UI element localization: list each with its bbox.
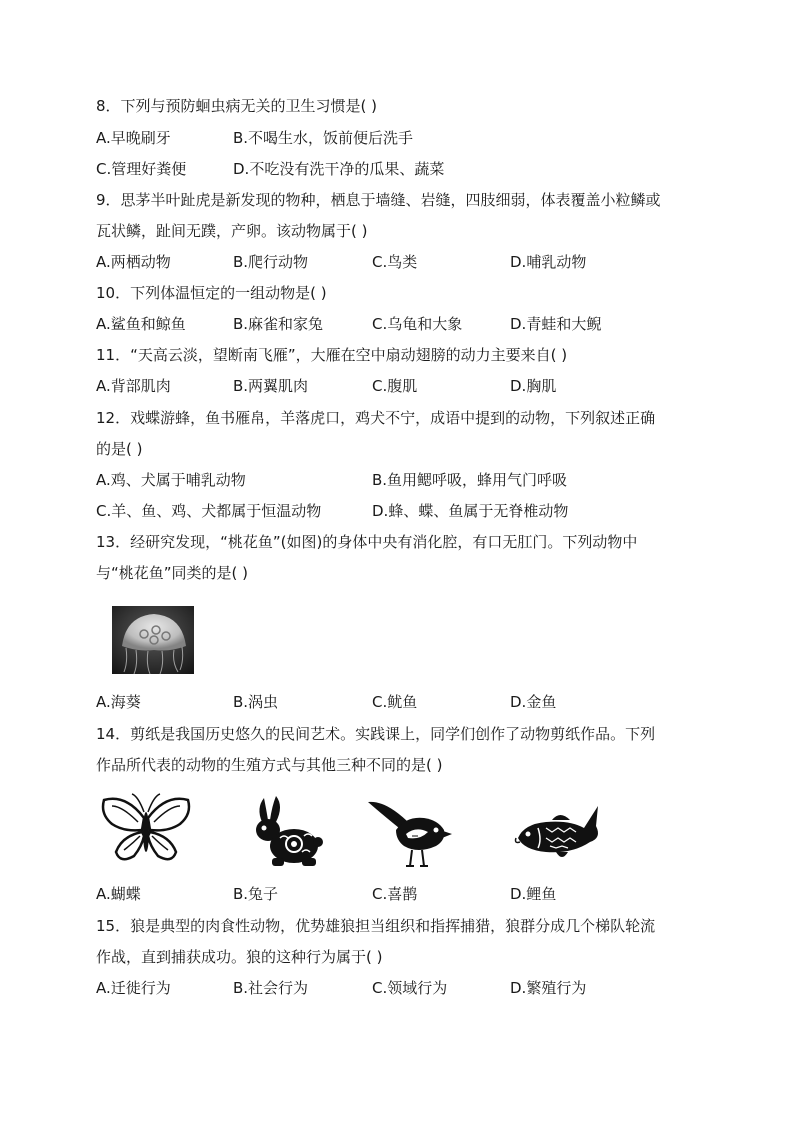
q12-option-a: A.鸡、犬属于哺乳动物 (96, 471, 246, 489)
q11-option-a: A.背部肌肉 (96, 377, 171, 395)
q15-stem-line1: 15．狼是典型的肉食性动物，优势雄狼担当组织和指挥捕猎，狼群分成几个梯队轮流 (96, 917, 656, 935)
q13-stem-line1: 13．经研究发现，“桃花鱼”(如图)的身体中央有消化腔，有口无肛门。下列动物中 (96, 533, 638, 551)
q10-stem: 10．下列体温恒定的一组动物是( ) (96, 284, 327, 302)
q10-option-c: C.乌龟和大象 (372, 315, 463, 333)
q11-option-b: B.两翼肌肉 (233, 377, 309, 395)
q13-stem-line2: 与“桃花鱼”同类的是( ) (96, 564, 249, 582)
q14-option-a: A.蝴蝶 (96, 885, 141, 903)
q12-option-b: B.鱼用鳃呼吸，蜂用气门呼吸 (372, 471, 568, 489)
q10-option-d: D.青蛙和大鲵 (510, 315, 602, 333)
q13-option-c: C.鱿鱼 (372, 693, 418, 711)
q9-stem-line1: 9．思茅半叶趾虎是新发现的物种，栖息于墙缝、岩缝，四肢细弱，体表覆盖小粒鳞或 (96, 191, 661, 209)
q15-option-b: B.社会行为 (233, 979, 309, 997)
q11-option-c: C.腹肌 (372, 377, 418, 395)
q12-stem-line1: 12．戏蝶游蜂，鱼书雁帛，羊落虎口，鸡犬不宁，成语中提到的动物，下列叙述正确 (96, 409, 656, 427)
q13-option-a: A.海葵 (96, 693, 141, 711)
q14-option-c: C.喜鹊 (372, 885, 418, 903)
q9-option-d: D.哺乳动物 (510, 253, 587, 271)
q12-stem-line2: 的是( ) (96, 440, 143, 458)
q14-stem-line1: 14．剪纸是我国历史悠久的民间艺术。实践课上，同学们创作了动物剪纸作品。下列 (96, 725, 656, 743)
q9-option-a: A.两栖动物 (96, 253, 171, 271)
q14-option-b: B.兔子 (233, 885, 279, 903)
q9-stem-line2: 瓦状鳞，趾间无蹼，产卵。该动物属于( ) (96, 222, 368, 240)
q15-option-a: A.迁徙行为 (96, 979, 171, 997)
q12-option-d: D.蜂、蝶、鱼属于无脊椎动物 (372, 502, 569, 520)
q8-stem: 8．下列与预防蛔虫病无关的卫生习惯是( ) (96, 97, 378, 115)
q11-option-d: D.胸肌 (510, 377, 557, 395)
q14-option-d: D.鲤鱼 (510, 885, 557, 903)
q12-option-c: C.羊、鱼、鸡、犬都属于恒温动物 (96, 502, 322, 520)
q9-option-b: B.爬行动物 (233, 253, 309, 271)
carp-papercut (512, 798, 604, 870)
q15-option-c: C.领域行为 (372, 979, 448, 997)
magpie-papercut (366, 796, 454, 872)
q14-stem-line2: 作品所代表的动物的生殖方式与其他三种不同的是( ) (96, 756, 443, 774)
q13-option-b: B.涡虫 (233, 693, 279, 711)
rabbit-papercut (252, 794, 324, 868)
q8-option-b: B.不喝生水，饭前便后洗手 (233, 129, 414, 147)
q10-option-a: A.鲨鱼和鲸鱼 (96, 315, 186, 333)
q8-option-c: C.管理好粪便 (96, 160, 187, 178)
q11-stem: 11．“天高云淡，望断南飞雁”，大雁在空中扇动翅膀的动力主要来自( ) (96, 346, 568, 364)
q15-stem-line2: 作战，直到捕获成功。狼的这种行为属于( ) (96, 948, 383, 966)
q8-option-d: D.不吃没有洗干净的瓜果、蔬菜 (233, 160, 445, 178)
q9-option-c: C.鸟类 (372, 253, 418, 271)
q13-option-d: D.金鱼 (510, 693, 557, 711)
butterfly-papercut (98, 792, 194, 870)
q10-option-b: B.麻雀和家兔 (233, 315, 324, 333)
jellyfish-photo (112, 606, 194, 674)
q8-option-a: A.早晚刷牙 (96, 129, 171, 147)
q15-option-d: D.繁殖行为 (510, 979, 587, 997)
